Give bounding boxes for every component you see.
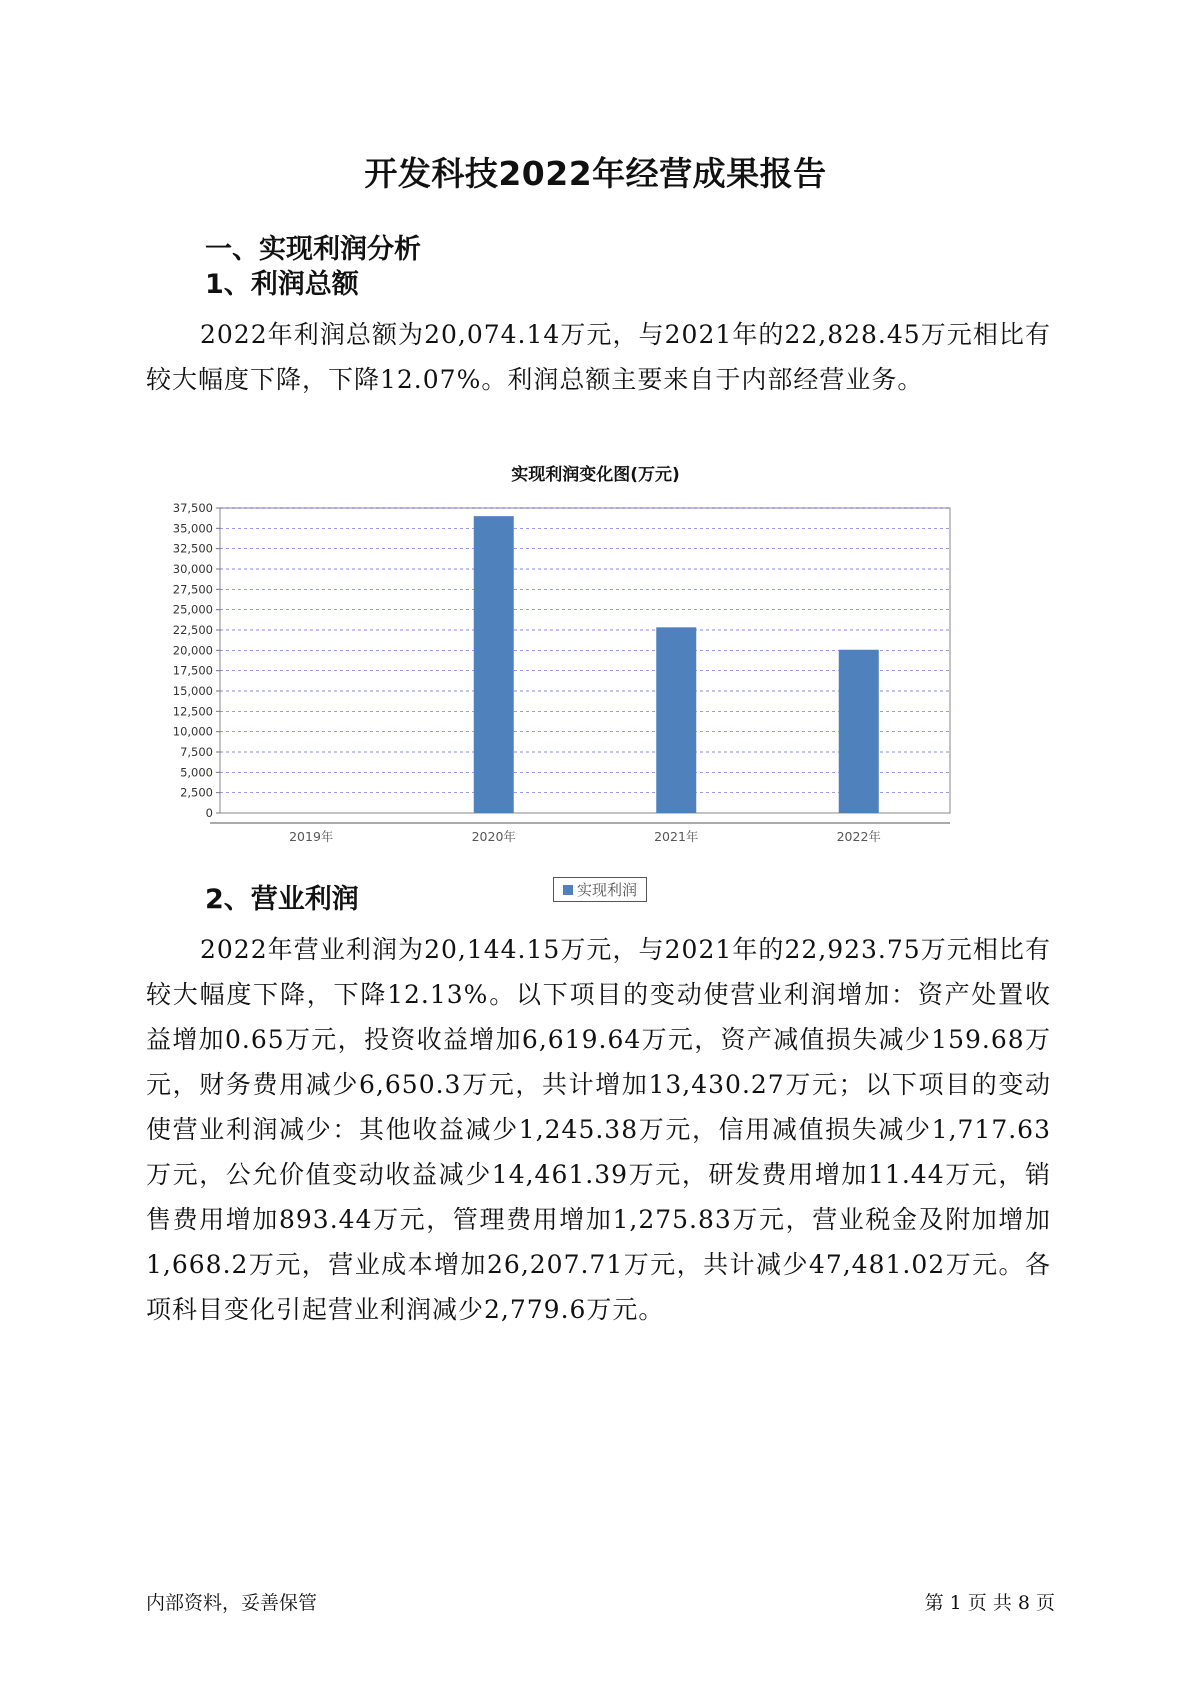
- x-tick-label: 2020年: [471, 829, 516, 844]
- y-tick-label: 20,000: [172, 643, 213, 658]
- operating-profit-paragraph: 2022年营业利润为20,144.15万元，与2021年的22,923.75万元相比有较大幅度下降，下降12.13%。以下项目的变动使营业利润增加：资产处置收益增加0.65万元，投资收益增加6,619.64万元，资产减值损失减少159.68万元，财务费用减少6,650.3万元，共计增加13,430.27万元；以下项目的变动使营业利润减少：其他收益减少1,245.38万元，信用减值损失减少1,717.63万元，公允价值变动收益减少14,461.39万元，研发费用增加11.44万元，销售费用增加893.44万元，管理费用增加1,275.83万元，营业税金及附加增加1,668.2万元，营业成本增加26,207.71万元，共计减少47,481.02万元。各项科目变化引起营业利润减少2,779.6万元。: [146, 935, 1051, 1324]
- y-tick-label: 35,000: [172, 521, 213, 536]
- chart-legend: [553, 877, 647, 902]
- y-tick-label: 7,500: [180, 745, 213, 759]
- legend-label: 实现利润: [576, 881, 637, 899]
- subsection-heading-total-profit: 1、利润总额: [205, 269, 359, 300]
- total-profit-paragraph: 2022年利润总额为20,074.14万元，与2021年的22,828.45万元相比有较大幅度下降，下降12.07%。利润总额主要来自于内部经营业务。: [146, 320, 1051, 394]
- y-tick-label: 37,500: [172, 501, 213, 515]
- y-tick-label: 0: [205, 806, 213, 820]
- x-tick-label: 2019年: [289, 829, 334, 844]
- chart-title: 实现利润变化图(万元): [511, 465, 680, 485]
- y-tick-label: 30,000: [172, 562, 213, 576]
- x-tick-label: 2021年: [654, 829, 699, 844]
- footer-page-number: 第 1 页 共 8 页: [924, 1592, 1055, 1614]
- y-tick-label: 27,500: [172, 582, 213, 597]
- bar: [839, 650, 879, 813]
- y-tick-label: 32,500: [172, 541, 213, 556]
- profit-bar-chart: [150, 490, 950, 844]
- y-tick-label: 17,500: [172, 663, 213, 678]
- footer-confidential-note: 内部资料，妥善保管: [146, 1592, 318, 1614]
- x-tick-label: 2022年: [836, 829, 881, 844]
- y-tick-label: 5,000: [180, 765, 213, 780]
- y-tick-label: 2,500: [180, 785, 213, 800]
- y-tick-label: 12,500: [172, 704, 213, 719]
- subsection-heading-operating-profit: 2、营业利润: [205, 884, 359, 915]
- bar: [474, 516, 514, 813]
- y-tick-label: 10,000: [172, 724, 213, 739]
- y-tick-label: 22,500: [172, 623, 213, 637]
- legend-swatch: [563, 885, 573, 895]
- bar: [656, 627, 696, 813]
- report-title: 开发科技2022年经营成果报告: [364, 154, 827, 193]
- y-tick-label: 25,000: [172, 602, 213, 617]
- section-heading-profit-analysis: 一、实现利润分析: [205, 234, 421, 265]
- y-tick-label: 15,000: [172, 684, 213, 698]
